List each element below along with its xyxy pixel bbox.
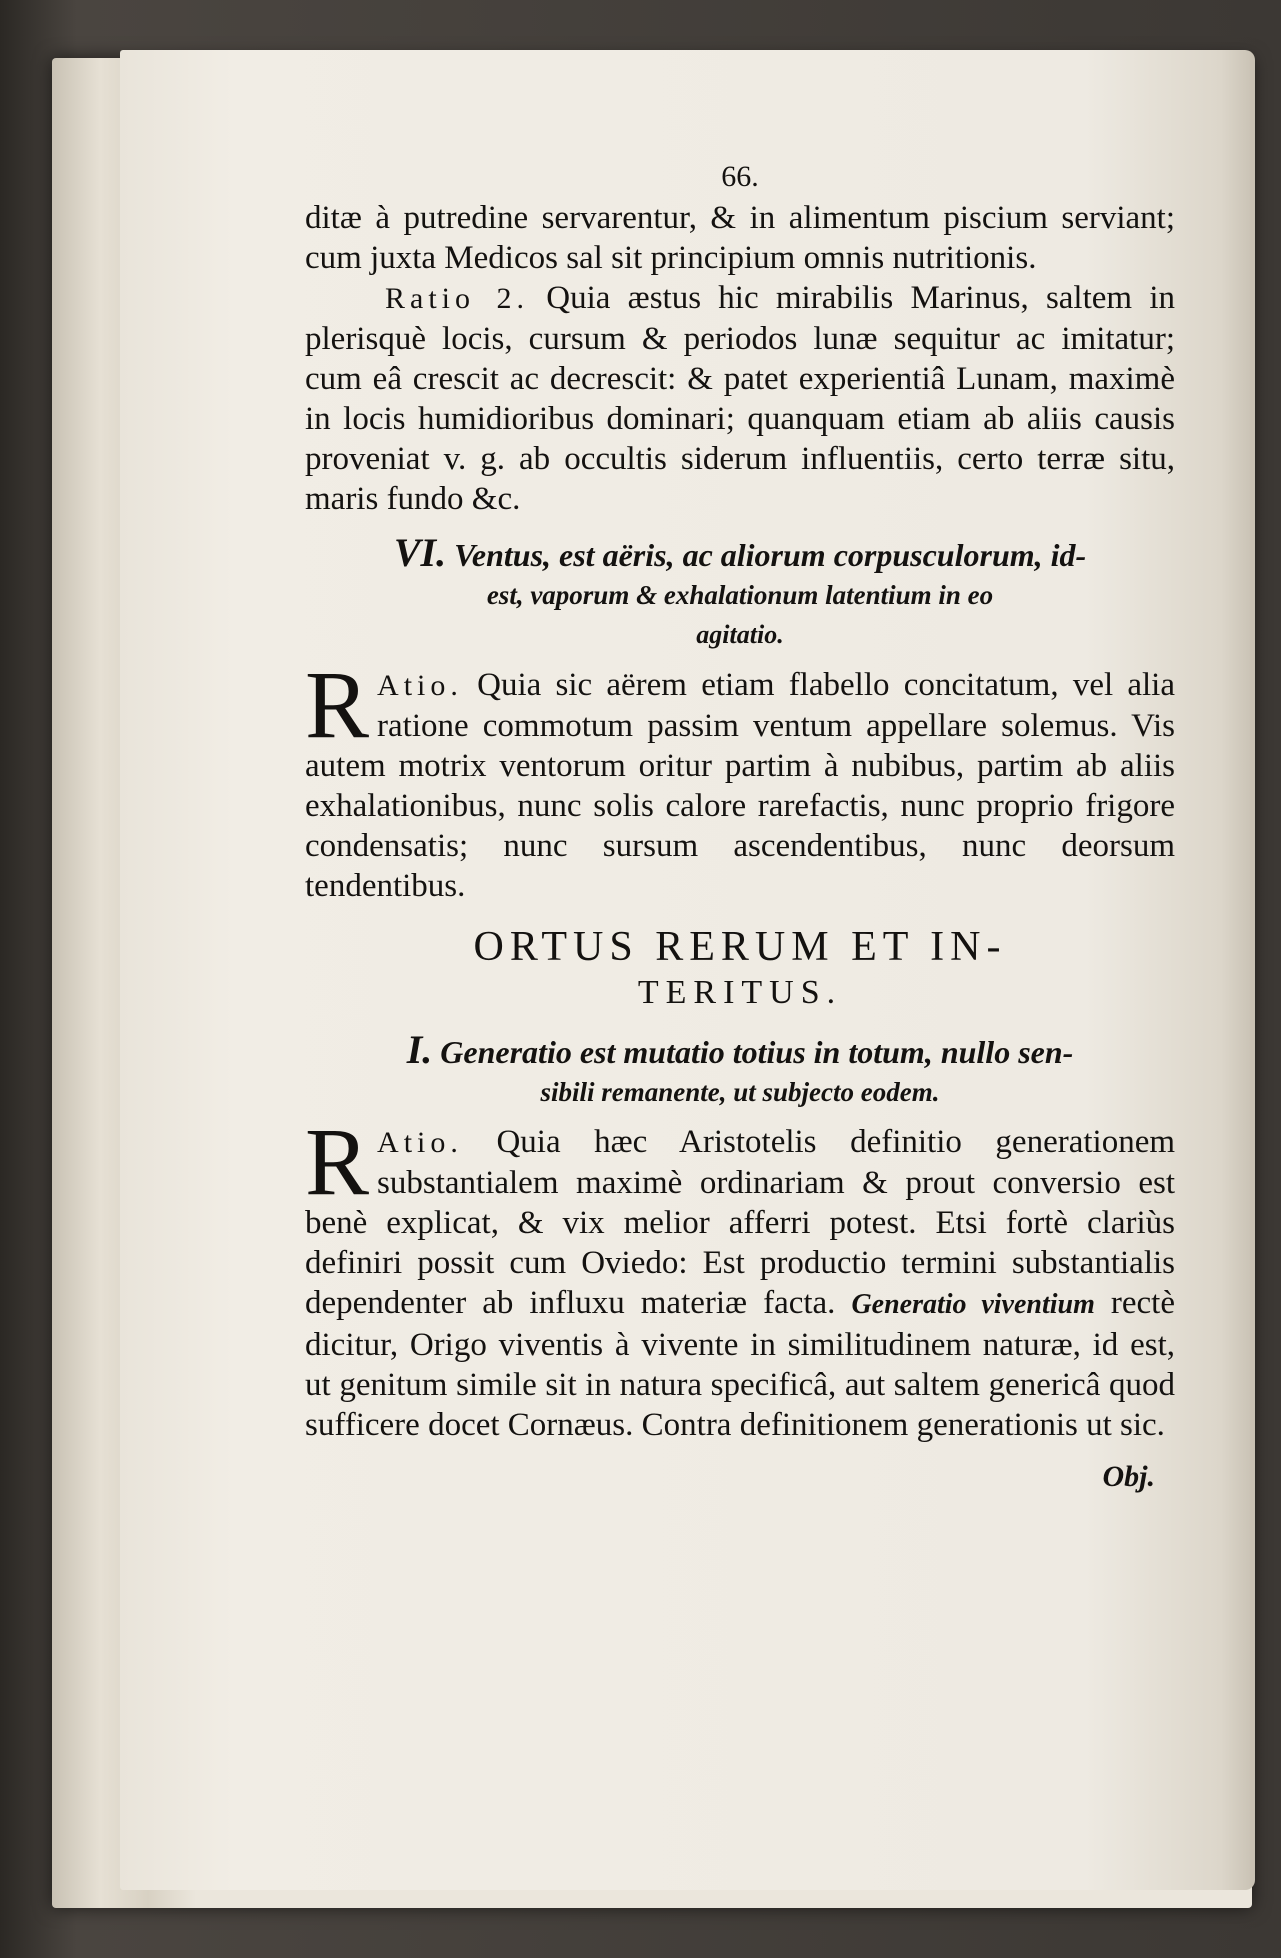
generatio-viventium-italic: Generatio viventium [851,1289,1095,1320]
page-number: 66. [721,160,759,193]
section-title-line2: TERITUS. [637,974,843,1011]
thesis-6-line2: est, vaporum & exhalationum latentium in eo [486,580,994,610]
section-title-line1: ORTUS RERUM ET IN- [473,924,1007,970]
ratio-2-paragraph [305,278,1175,519]
thesis-1-line1: Generatio est mutatio totius in totum, nullo sen- [440,1034,1074,1070]
section-title [305,924,1175,1016]
thesis-6-number: VI. [393,530,447,575]
thesis-6-line3: agitatio. [696,620,784,649]
ratio-ventus-label: Atio. [377,669,463,702]
ratio-generatio-text-a: Quia hæc Aristotelis definitio generationem substantialem maximè ordinariam & prout conversio est benè explicat, & vix melior afferri potest. Etsi fortè clariùs definiri possit cum Oviedo: Est productio termini substantialis dependenter ab influxu materiæ facta. [305,1124,1176,1321]
thesis-1-heading [305,1027,1175,1112]
intro-paragraph: ditæ à putredine servarentur, & in alimentum piscium serviant; cum juxta Medicos sal sit principium omnis nutritionis. [305,200,1175,276]
dropcap-r: R [305,651,370,758]
catchword: Obj. [1102,1460,1155,1493]
ratio-ventus-text: Quia sic aërem etiam flabello concitatum, vel alia ratione commotum passim ventum appellare solemus. Vis autem motrix ventorum oritur partim à nubibus, partim ab aliis exhalationibus, nunc solis calore rarefactis, nunc proprio frigore condensatis; nunc sursum ascendentibus, nunc deorsum tendentibus. [305,667,1175,904]
ratio-2-label: Ratio 2. [385,282,530,315]
ratio-generatio-paragraph [305,1108,1176,1445]
thesis-1-line2: sibili remanente, ut subjecto eodem. [540,1077,940,1107]
ratio-generatio-text-b: rectè dicitur, Origo viventis à vivente in similitudinem naturæ, id est, ut genitum simile sit in natura specificâ, aut saltem genericâ quod sufficere docet Cornæus. Contra definitionem generationis ut sic. [305,1285,1175,1443]
dropcap-r-2: R [305,1108,370,1215]
ratio-ventus-paragraph [305,651,1175,906]
thesis-6-heading [305,530,1175,655]
ratio-2-text: Quia æstus hic mirabilis Marinus, saltem in plerisquè locis, cursum & periodos lunæ sequitur ac imitatur; cum eâ crescit ac decrescit: & patet experientiâ Lunam, maximè in locis humidioribus dominari; quanquam etiam ab aliis causis proveniat v. g. ab occultis siderum influentiis, certo terræ situ, maris fundo &c. [305,280,1176,517]
thesis-1-number: I. [406,1027,433,1072]
page-text [305,160,1175,1497]
ratio-generatio-label: Atio. [377,1126,463,1159]
thesis-6-line1: Ventus, est aëris, ac aliorum corpusculorum, id- [454,537,1087,573]
